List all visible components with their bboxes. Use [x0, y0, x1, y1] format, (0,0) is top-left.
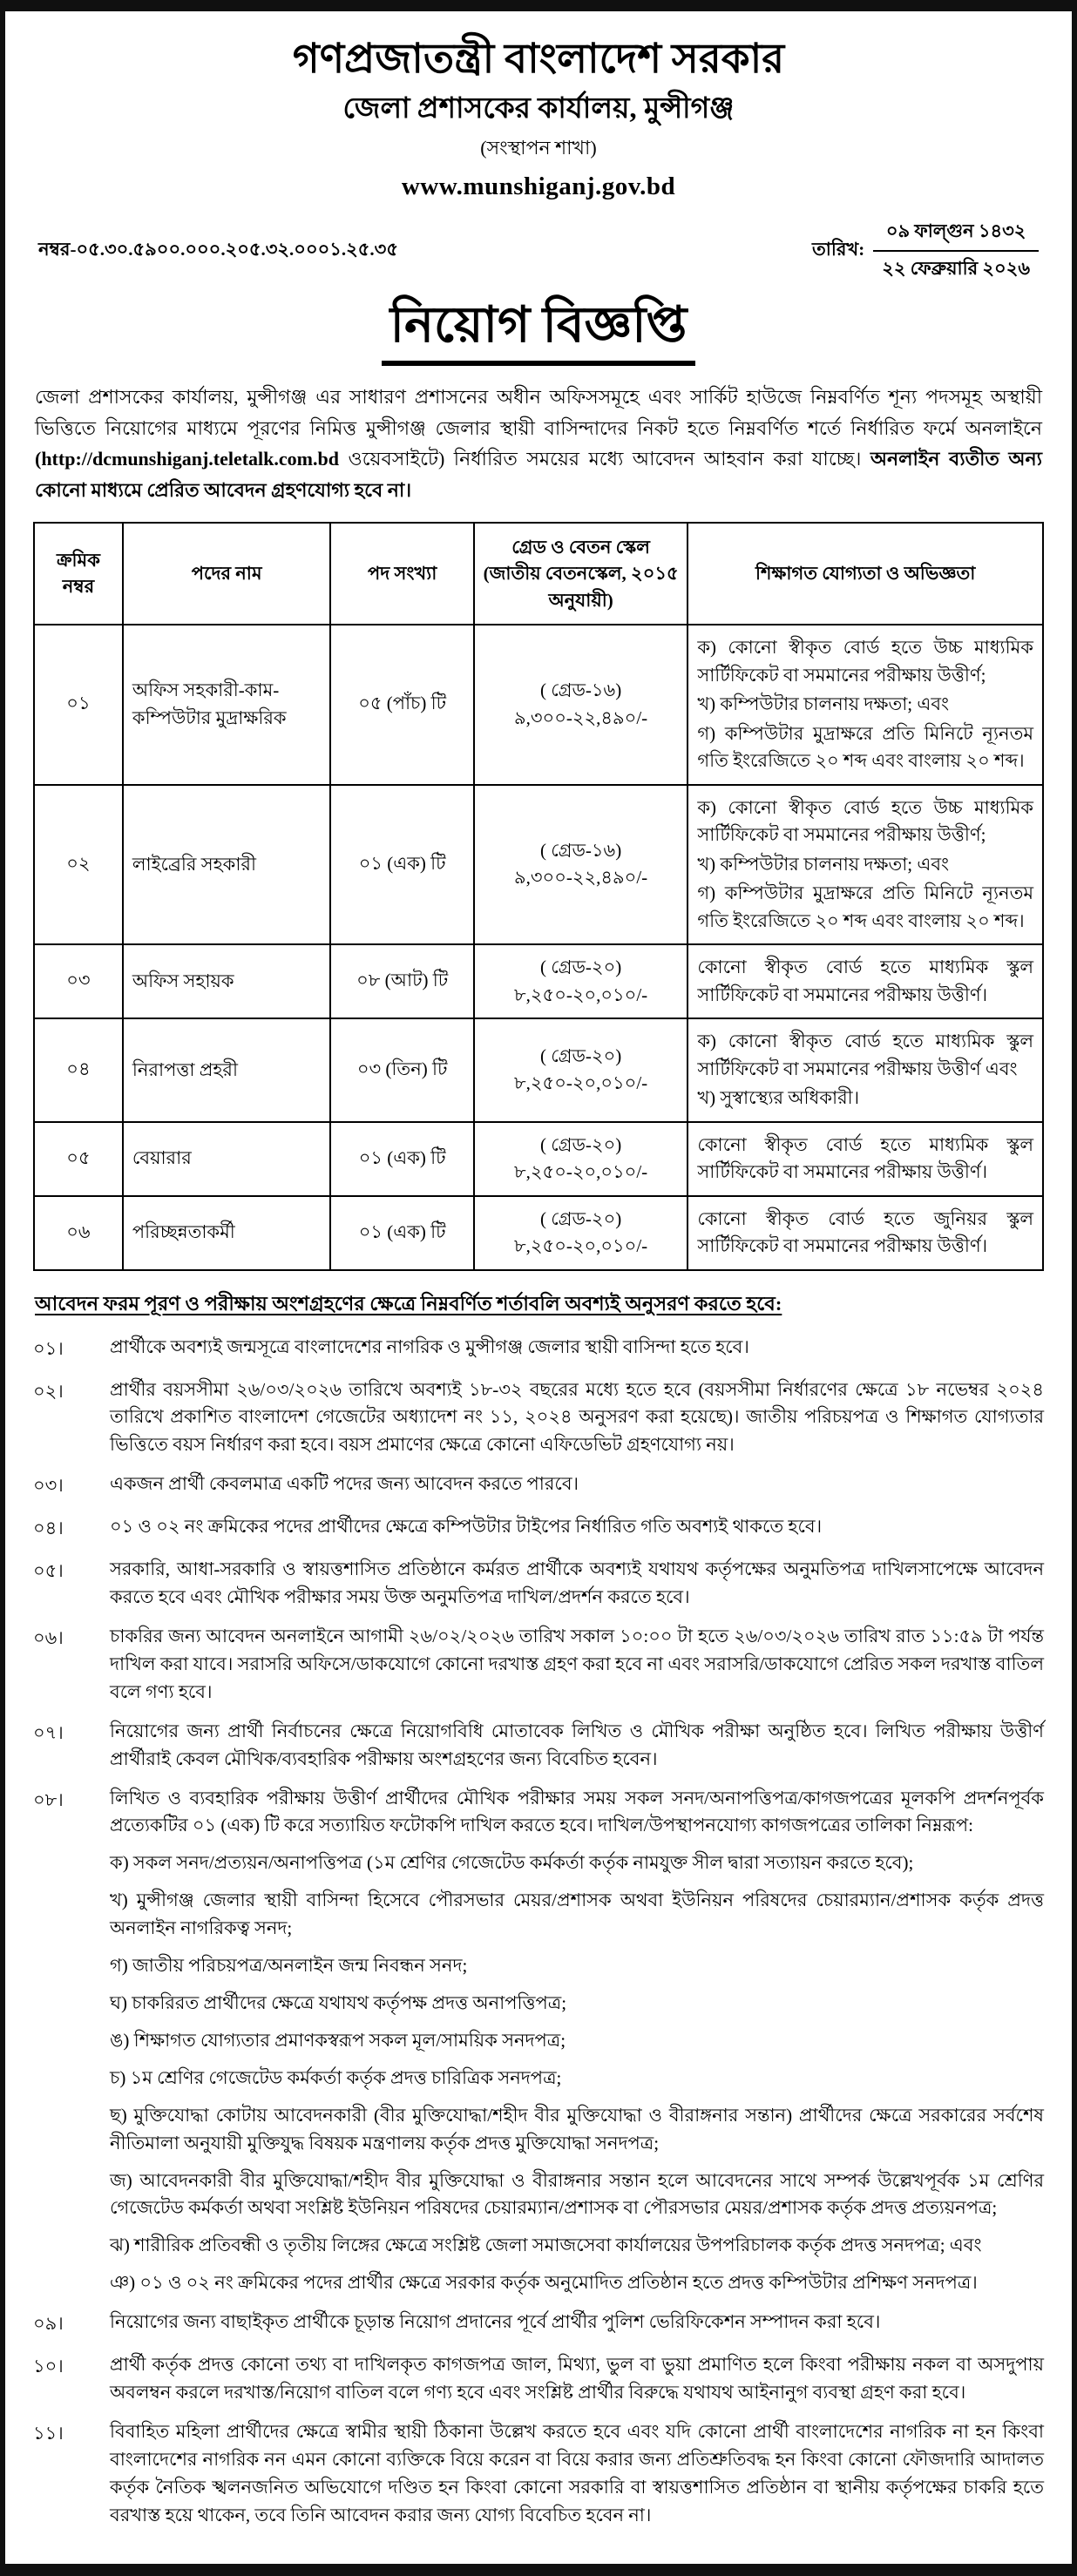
condition-sub-item: ছ) মুক্তিযোদ্ধা কোটায় আবেদনকারী (বীর মুক্তিযোদ্ধা/শহীদ বীর মুক্তিযোদ্ধা ও বীরাঙ্গনার সন্তান) প্রার্থীদের ক্ষেত্রে সরকারের সর্বশেষ নীতিমালা অনুযায়ী মুক্তিযুদ্ধ বিষয়ক মন্ত্রণালয় কর্তৃক প্রদত্ত মুক্তিযোদ্ধা সনদপত্র; [110, 2104, 1044, 2153]
grade-line: ( গ্রেড-১৬) [539, 679, 622, 701]
date-label: তারিখ: [812, 239, 865, 260]
intro-paragraph [35, 382, 1042, 506]
condition-number: ০৭। [33, 1721, 64, 1743]
notice-title-wrap [33, 297, 1044, 367]
condition-sub-item: চ) ১ম শ্রেণির গেজেটেড কর্মকর্তা কর্তৃক প্রদত্ত চারিত্রিক সনদপত্র; [110, 2066, 562, 2088]
date-bangla: ০৯ ফাল্গুন ১৪৩২ [873, 217, 1039, 252]
memo-row [38, 217, 1039, 285]
condition-item [33, 1623, 1044, 1707]
condition-text [110, 2351, 1044, 2407]
header-row [34, 523, 1043, 625]
cell-post-name: অফিস সহকারী-কাম-কম্পিউটার মুদ্রাক্ষরিক [123, 625, 331, 785]
cell-qualification [688, 1122, 1043, 1196]
condition-main-text: প্রার্থীর বয়সসীমা ২৬/০৩/২০২৬ তারিখে অবশ্যই ১৮-৩২ বছরের মধ্যে হতে হবে (বয়সসীমা নির্ধারণের ক্ষেত্রে ১৮ নভেম্বর ২০২৪ তারিখে প্রকাশিত বাংলাদেশ গেজেটের অধ্যাদেশ নং ১১, ২০২৪ অনুসরণ করা হয়েছে)। জাতীয় পরিচয়পত্র ও শিক্ষাগত যোগ্যতার ভিত্তিতে বয়স নির্ধারণ করা হবে। বয়স প্রমাণের ক্ষেত্রে কোনো এফিডেভিট গ্রহণযোগ্য নয়। [110, 1378, 1044, 1456]
condition-text [110, 1334, 1044, 1365]
condition-number: ০৬। [33, 1627, 64, 1649]
condition-sub-item: ঞ) ০১ ও ০২ নং ক্রমিকের পদের প্রার্থীর ক্ষেত্রে সরকার কর্তৃক অনুমোদিত প্রতিষ্ঠান হতে প্রদত্ত কম্পিউটার প্রশিক্ষণ সনদপত্র। [110, 2272, 978, 2294]
condition-sub-item: ঘ) চাকরিরত প্রার্থীদের ক্ষেত্রে যথাযথ কর্তৃপক্ষ প্রদত্ত অনাপত্তিপত্র; [110, 1992, 567, 2013]
condition-number: ০৮। [33, 1788, 64, 1810]
condition-number: ০৩। [33, 1475, 64, 1497]
intro-part-3: অনলাইন ব্যতীত অন্য কোনো মাধ্যমে প্রেরিত আবেদন গ্রহণযোগ্য হবে না। [35, 448, 1042, 502]
condition-item [33, 1718, 1044, 1774]
grade-line: ( গ্রেড-১৬) [539, 839, 622, 861]
condition-number: ০৫। [33, 1560, 64, 1582]
cell-post-name: অফিস সহায়ক [123, 944, 331, 1018]
scale-line: ৮,২৫০-২০,০১০/- [514, 1235, 648, 1256]
condition-text [110, 1471, 1044, 1502]
condition-number: ০৯। [33, 2313, 64, 2335]
qualification-line: কোনো স্বীকৃত বোর্ড হতে মাধ্যমিক স্কুল সার্টিফিকেট বা সমমানের পরীক্ষায় উত্তীর্ণ। [697, 957, 1033, 1005]
condition-item [33, 2418, 1044, 2530]
header-grade-scale: গ্রেড ও বেতন স্কেল (জাতীয় বেতনস্কেল, ২০১৫ অনুযায়ী) [474, 523, 688, 625]
vacancy-table-head [34, 523, 1043, 625]
cell-grade-scale [474, 785, 688, 945]
date-gregorian: ২২ ফেব্রুয়ারি ২০২৬ [882, 257, 1030, 279]
cell-qualification [688, 1196, 1043, 1270]
cell-post-count: ০৩ (তিন) টি [330, 1018, 473, 1122]
cell-post-count: ০১ (এক) টি [330, 1122, 473, 1196]
cell-qualification [688, 625, 1043, 785]
qualification-line: কোনো স্বীকৃত বোর্ড হতে জুনিয়র স্কুল সার্টিফিকেট বা সমমানের পরীক্ষায় উত্তীর্ণ। [697, 1207, 1033, 1256]
cell-serial: ০৬ [34, 1196, 123, 1270]
condition-item [33, 1556, 1044, 1612]
condition-text [110, 1718, 1044, 1774]
cell-post-count: ০৫ (পাঁচ) টি [330, 625, 473, 785]
branch-name: (সংস্থাপন শাখা) [480, 136, 597, 159]
grade-line: ( গ্রেড-২০) [539, 1045, 622, 1066]
cell-serial: ০১ [34, 625, 123, 785]
intro-part-1: জেলা প্রশাসকের কার্যালয়, মুন্সীগঞ্জ এর সাধারণ প্রশাসনের অধীন অফিসসমূহে এবং সার্কিট হাউজে নিম্নবর্ণিত শূন্য পদসমূহ অস্থায়ী ভিত্তিতে নিয়োগের মাধ্যমে পূরণের নিমিত্ত মুন্সীগঞ্জ জেলার স্থায়ী বাসিন্দাদের নিকট হতে নিম্নবর্ণিত শর্তে নির্ধারিত ফর্মে অনলাইনে [35, 386, 1042, 439]
qualification-line: কোনো স্বীকৃত বোর্ড হতে মাধ্যমিক স্কুল সার্টিফিকেট বা সমমানের পরীক্ষায় উত্তীর্ণ। [697, 1133, 1033, 1182]
condition-number: ০১। [33, 1337, 64, 1359]
grade-line: ( গ্রেড-২০) [539, 1207, 622, 1229]
table-row [34, 785, 1043, 945]
qualification-line: ক) কোনো স্বীকৃত বোর্ড হতে উচ্চ মাধ্যমিক সার্টিফিকেট বা সমমানের পরীক্ষায় উত্তীর্ণ; [697, 796, 1033, 845]
cell-serial: ০৫ [34, 1122, 123, 1196]
scale-line: ৮,২৫০-২০,০১০/- [514, 1072, 648, 1094]
condition-item [33, 1785, 1044, 2298]
scale-line: ৮,২৫০-২০,০১০/- [514, 984, 648, 1005]
table-row [34, 1018, 1043, 1122]
condition-main-text: প্রার্থীকে অবশ্যই জন্মসূত্রে বাংলাদেশের নাগরিক ও মুন্সীগঞ্জ জেলার স্থায়ী বাসিন্দা হতে হবে। [110, 1335, 749, 1357]
condition-text [110, 2309, 1044, 2340]
condition-text [110, 1623, 1044, 1707]
condition-sub-item: গ) জাতীয় পরিচয়পত্র/অনলাইন জন্ম নিবন্ধন সনদ; [110, 1955, 468, 1977]
scale-line: ৯,৩০০-২২,৪৯০/- [514, 867, 648, 889]
condition-main-text: প্রার্থী কর্তৃক প্রদত্ত কোনো তথ্য বা দাখিলকৃত কাগজপত্র জাল, মিথ্যা, ভুল বা ভুয়া প্রমাণিত হলে কিংবা পরীক্ষায় নকল বা অসদুপায় অবলম্বন করলে দরখাস্ত/নিয়োগ বাতিল বলে গণ্য হবে এবং সংশ্লিষ্ট প্রার্থীর বিরুদ্ধে যথাযথ আইনানুগ ব্যবস্থা গ্রহণ করা হবে। [110, 2354, 1044, 2404]
cell-serial: ০৪ [34, 1018, 123, 1122]
notice-title: নিয়োগ বিজ্ঞপ্তি [382, 297, 696, 367]
intro-part-2: ওয়েবসাইটে) নির্ধারিত সময়ের মধ্যে আবেদন আহবান করা যাচ্ছে। [338, 448, 870, 470]
qualification-line: ক) কোনো স্বীকৃত বোর্ড হতে মাধ্যমিক স্কুল সার্টিফিকেট বা সমমানের পরীক্ষায় উত্তীর্ণ এবং [697, 1031, 1033, 1079]
application-url: (http://dcmunshiganj.teletalk.com.bd [35, 448, 339, 470]
table-row [34, 1122, 1043, 1196]
cell-post-count: ০১ (এক) টি [330, 1196, 473, 1270]
cell-qualification [688, 785, 1043, 945]
cell-grade-scale [474, 625, 688, 785]
conditions-list [33, 1334, 1044, 2530]
document-header [33, 34, 1044, 201]
office-title: জেলা প্রশাসকের কার্যালয়, মুন্সীগঞ্জ [342, 92, 735, 125]
header-serial: ক্রমিক নম্বর [34, 523, 123, 625]
table-row [34, 944, 1043, 1018]
condition-item [33, 1471, 1044, 1502]
vacancy-table-body [34, 625, 1043, 1270]
government-title: গণপ্রজাতন্ত্রী বাংলাদেশ সরকার [292, 37, 785, 82]
qualification-line: গ) কম্পিউটার মুদ্রাক্ষরে প্রতি মিনিটে ন্যূনতম গতি ইংরেজিতে ২০ শব্দ এবং বাংলায় ২০ শব্দ। [697, 722, 1033, 771]
qualification-line: খ) সুস্বাস্থ্যের অধিকারী। [697, 1087, 860, 1108]
qualification-line: খ) কম্পিউটার চালনায় দক্ষতা; এবং [697, 693, 950, 714]
table-row [34, 1196, 1043, 1270]
condition-text [110, 2418, 1044, 2530]
condition-sub-item: খ) মুন্সীগঞ্জ জেলার স্থায়ী বাসিন্দা হিসেবে পৌরসভার মেয়র/প্রশাসক অথবা ইউনিয়ন পরিষদের চেয়ারম্যান/প্রশাসক কর্তৃক প্রদত্ত অনলাইন নাগরিকত্ব সনদ; [110, 1890, 1044, 1939]
grade-line: ( গ্রেড-২০) [539, 1133, 622, 1155]
cell-serial: ০২ [34, 785, 123, 945]
condition-text [110, 1556, 1044, 1612]
date-fraction [873, 217, 1039, 285]
scale-line: ৯,৩০০-২২,৪৯০/- [514, 707, 648, 728]
cell-post-name: নিরাপত্তা প্রহরী [123, 1018, 331, 1122]
condition-item [33, 1513, 1044, 1545]
cell-post-name: লাইব্রেরি সহকারী [123, 785, 331, 945]
header-post-name: পদের নাম [123, 523, 331, 625]
cell-post-name: পরিচ্ছন্নতাকর্মী [123, 1196, 331, 1270]
cell-qualification [688, 944, 1043, 1018]
condition-main-text: বিবাহিত মহিলা প্রার্থীদের ক্ষেত্রে স্বামীর স্থায়ী ঠিকানা উল্লেখ করতে হবে এবং যদি কোনো প্রার্থী বাংলাদেশের নাগরিক না হন কিংবা বাংলাদেশের নাগরিক নন এমন কোনো ব্যক্তিকে বিয়ে করেন বা বিয়ে করার জন্য প্রতিশ্রুতিবদ্ধ হন কিংবা কোনো ফৌজদারি আদালত কর্তৃক নৈতিক স্খলনজনিত অভিযোগে দণ্ডিত হন কিংবা কোনো সরকারি বা স্বায়ত্তশাসিত প্রতিষ্ঠান বা স্থানীয় কর্তৃপক্ষের চাকরি হতে বরখাস্ত হয়ে থাকেন, তবে তিনি আবেদন করার জন্য যোগ্য বিবেচিত হবেন না। [110, 2420, 1044, 2525]
condition-item [33, 1334, 1044, 1365]
condition-main-text: লিখিত ও ব্যবহারিক পরীক্ষায় উত্তীর্ণ প্রার্থীদের মৌখিক পরীক্ষার সময় সকল সনদ/অনাপত্তিপত্র/কাগজপত্রের মূলকপি প্রদর্শনপূর্বক প্রত্যেকটির ০১ (এক) টি করে সত্যায়িত ফটোকপি দাখিল করতে হবে। দাখিল/উপস্থাপনযোগ্য কাগজপত্রের তালিকা নিম্নরূপ: [110, 1787, 1044, 1836]
condition-text [110, 1376, 1044, 1460]
condition-item [33, 2309, 1044, 2340]
condition-number: ০৪। [33, 1518, 64, 1539]
scale-line: ৮,২৫০-২০,০১০/- [514, 1161, 648, 1182]
cell-post-name: বেয়ারার [123, 1122, 331, 1196]
cell-qualification [688, 1018, 1043, 1122]
condition-text [110, 1513, 1044, 1545]
condition-main-text: একজন প্রার্থী কেবলমাত্র একটি পদের জন্য আবেদন করতে পারবে। [110, 1473, 579, 1495]
condition-main-text: নিয়োগের জন্য প্রার্থী নির্বাচনের ক্ষেত্রে নিয়োগবিধি মোতাবেক লিখিত ও মৌখিক পরীক্ষা অনুষ্ঠিত হবে। লিখিত পরীক্ষায় উত্তীর্ণ প্রার্থীরাই কেবল মৌখিক/ব্যবহারিক পরীক্ষায় অংশগ্রহণের জন্য বিবেচিত হবেন। [110, 1720, 1044, 1769]
condition-item [33, 2351, 1044, 2407]
cell-grade-scale [474, 1122, 688, 1196]
condition-main-text: চাকরির জন্য আবেদন অনলাইনে আগামী ২৬/০২/২০২৬ তারিখ সকাল ১০:০০ টা হতে ২৬/০৩/২০২৬ তারিখ রাত ১১:৫৯ টা পর্যন্ত দাখিল করা যাবে। সরাসরি অফিসে/ডাকযোগে কোনো দরখাস্ত গ্রহণ করা হবে না এবং সরাসরি/ডাকযোগে প্রেরিত সকল দরখাস্ত বাতিল বলে গণ্য হবে। [110, 1626, 1044, 1702]
website-url: www.munshiganj.gov.bd [401, 172, 676, 200]
qualification-line: গ) কম্পিউটার মুদ্রাক্ষরে প্রতি মিনিটে ন্যূনতম গতি ইংরেজিতে ২০ শব্দ এবং বাংলায় ২০ শব্দ। [697, 882, 1033, 931]
vacancy-table [33, 522, 1044, 1271]
condition-main-text: নিয়োগের জন্য বাছাইকৃত প্রার্থীকে চূড়ান্ত নিয়োগ প্রদানের পূর্বে প্রার্থীর পুলিশ ভেরিফিকেশন সম্পাদন করা হবে। [110, 2311, 881, 2333]
condition-main-text: সরকারি, আধা-সরকারি ও স্বায়ত্তশাসিত প্রতিষ্ঠানে কর্মরত প্রার্থীকে অবশ্যই যথাযথ কর্তৃপক্ষের অনুমতিপত্র দাখিলসাপেক্ষে আবেদন করতে হবে এবং মৌখিক পরীক্ষার সময় উক্ত অনুমতিপত্র দাখিল/প্রদর্শন করতে হবে। [110, 1558, 1044, 1608]
qualification-line: খ) কম্পিউটার চালনায় দক্ষতা; এবং [697, 853, 950, 875]
condition-sub-item: জ) আবেদনকারী বীর মুক্তিযোদ্ধা/শহীদ বীর মুক্তিযোদ্ধা ও বীরাঙ্গনার সন্তান হলে আবেদনের সাথে সম্পর্ক উল্লেখপূর্বক ১ম শ্রেণির গেজেটেড কর্মকর্তা অথবা সংশ্লিষ্ট ইউনিয়ন পরিষদের চেয়ারম্যান/প্রশাসক বা পৌরসভার মেয়র/প্রশাসক কর্তৃক প্রদত্ত প্রত্যয়নপত্র; [110, 2169, 1044, 2219]
condition-sub-item: ক) সকল সনদ/প্রত্যয়ন/অনাপত্তিপত্র (১ম শ্রেণির গেজেটেড কর্মকর্তা কর্তৃক নামযুক্ত সীল দ্বারা সত্যায়ন করতে হবে); [110, 1852, 914, 1874]
condition-text [110, 1785, 1044, 2298]
condition-main-text: ০১ ও ০২ নং ক্রমিকের পদের প্রার্থীদের ক্ষেত্রে কম্পিউটার টাইপের নির্ধারিত গতি অবশ্যই থাকতে হবে। [110, 1516, 823, 1538]
qualification-line: ক) কোনো স্বীকৃত বোর্ড হতে উচ্চ মাধ্যমিক সার্টিফিকেট বা সমমানের পরীক্ষায় উত্তীর্ণ; [697, 637, 1033, 686]
table-row [34, 625, 1043, 785]
condition-number: ১১। [33, 2422, 64, 2444]
condition-number: ০২। [33, 1380, 64, 1402]
cell-post-count: ০১ (এক) টি [330, 785, 473, 945]
cell-grade-scale [474, 944, 688, 1018]
condition-sub-item: ঝ) শারীরিক প্রতিবন্ধী ও তৃতীয় লিঙ্গের ক্ষেত্রে সংশ্লিষ্ট জেলা সমাজসেবা কার্যালয়ের উপপরিচালক কর্তৃক প্রদত্ত সনদপত্র; এবং [110, 2235, 982, 2256]
grade-line: ( গ্রেড-২০) [539, 957, 622, 977]
cell-post-count: ০৮ (আট) টি [330, 944, 473, 1018]
header-post-count: পদ সংখ্যা [330, 523, 473, 625]
condition-item [33, 1376, 1044, 1460]
memo-number: নম্বর-০৫.৩০.৫৯০০.০০০.২০৫.৩২.০০০১.২৫.৩৫ [38, 239, 398, 260]
cell-grade-scale [474, 1196, 688, 1270]
condition-number: ১০। [33, 2356, 64, 2377]
cell-grade-scale [474, 1018, 688, 1122]
cell-serial: ০৩ [34, 944, 123, 1018]
header-qualification: শিক্ষাগত যোগ্যতা ও অভিজ্ঞতা [688, 523, 1043, 625]
conditions-heading: আবেদন ফরম পূরণ ও পরীক্ষায় অংশগ্রহণের ক্ষেত্রে নিম্নবর্ণিত শর্তাবলি অবশ্যই অনুসরণ করতে হবে: [35, 1292, 782, 1315]
memo-date [812, 217, 1039, 285]
condition-sub-item: ঙ) শিক্ষাগত যোগ্যতার প্রমাণকস্বরূপ সকল মূল/সাময়িক সনদপত্র; [110, 2029, 566, 2051]
